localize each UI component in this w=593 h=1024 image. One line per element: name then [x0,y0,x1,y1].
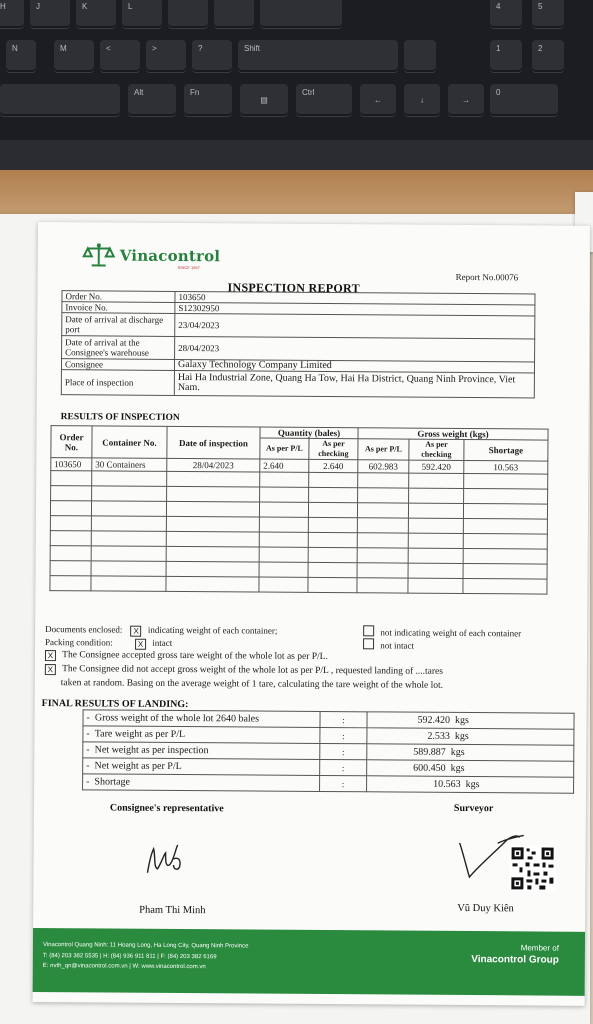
info-label: Order No. [62,291,175,303]
final-label: - Tare weight as per P/L [83,726,320,744]
key-0: 0 [490,84,558,116]
footer-email-web: E: nvth_qn@vinacontrol.com.vn | W: www.vinacontrol.com.vn [42,963,206,971]
logo-since: SINCE 1957 [177,264,200,271]
final-value: 10.563 kgs [367,776,574,793]
accept-text: The Consignee accepted gross tare weight of the whole lot as per P/L. [62,650,328,663]
checkbox-unchecked [363,625,374,636]
footer-member-of: Member of [520,943,559,953]
header-quantity: Quantity (bales) [260,427,358,439]
final-colon: : [320,711,367,727]
info-label: Place of inspection [61,370,174,396]
final-label: - Net weight as per P/L [83,758,320,776]
final-colon: : [320,727,367,743]
documents-enclosed-line [45,624,277,638]
header-qty-pl: As per P/L [260,438,309,459]
key-2: 2 [532,40,564,72]
key-shift: Shift [238,40,398,72]
cell-date: 28/04/2023 [167,458,260,472]
key-l: L [122,0,162,28]
keyboard [0,0,593,178]
info-value: Galaxy Technology Company Limited [174,359,534,373]
cell-shortage: 10.563 [464,460,548,474]
final-colon: : [320,759,367,775]
info-label: Invoice No. [62,302,175,314]
final-label: - Shortage [83,774,320,792]
report-title: INSPECTION REPORT [227,280,360,296]
vinacontrol-logo [82,242,221,273]
documents-not-indicating-line [363,625,521,638]
final-value: 600.450 kgs [367,760,574,777]
key-menu: ▤ [240,84,288,116]
consignee-representative-label: Consignee's representative [109,802,224,815]
cell-container-no: 30 Containers [92,458,167,472]
final-label: - Net weight as per inspection [83,742,320,760]
key-quote [214,0,254,28]
packing-not-intact-line [363,638,414,650]
info-value: 103650 [175,291,535,305]
accept-line [45,650,328,663]
key-ctrl: Ctrl [296,84,352,116]
packing-label: Packing condition: [45,637,113,648]
key-up [404,40,436,72]
final-label: - Gross weight of the whole lot 2640 bales [83,710,320,728]
header-gw-check: As per checking [409,439,464,460]
checkbox-checked: X [45,650,56,661]
info-row [62,336,535,362]
logo-wordmark: Vinacontrol [119,246,221,266]
header-gross-weight: Gross weight (kgs) [358,428,548,440]
checkbox-checked: X [45,664,56,675]
qr-code-icon [509,845,555,891]
key-comma: < [100,40,140,72]
key-space [0,84,120,116]
info-value: 28/04/2023 [175,336,535,362]
key-enter [260,0,342,28]
final-results-table [82,709,575,793]
inspection-report-document [33,222,590,1006]
key-j: J [30,0,70,28]
key-slash: ? [192,40,232,72]
info-value: 23/04/2023 [175,313,535,339]
footer-band [33,928,585,996]
key-n: N [6,40,36,72]
surveyor-name: Vũ Duy Kiên [457,902,514,915]
key-period: > [146,40,186,72]
final-row [83,774,574,793]
empty-row [50,576,547,594]
header-container-no: Container No. [92,426,167,459]
checkbox-checked: X [131,626,142,637]
info-label: Consignee [61,359,174,371]
packing-condition-line [45,637,172,650]
not-accept-text: The Consignee did not accept gross weight of the whole lot as per P/L , requested landing of ....tares [62,664,443,677]
consignee-signature [143,839,191,879]
checkbox-checked: X [135,639,146,650]
key-down: ↓ [404,84,440,116]
header-shortage: Shortage [464,439,548,461]
key-m: M [54,40,94,72]
key-5: 5 [532,0,564,28]
key-alt: Alt [128,84,176,116]
info-value: S12302950 [175,302,535,316]
packing-not-intact: not intact [380,640,415,651]
key-1: 1 [490,40,522,72]
final-value: 2.533 kgs [367,728,574,745]
results-title: RESULTS OF INSPECTION [60,412,180,423]
final-value: 589.887 kgs [367,744,574,761]
surveyor-label: Surveyor [453,802,494,815]
key-k: K [76,0,116,28]
results-table [49,425,548,594]
documents-unchecked-option: not indicating weight of each container [380,627,522,639]
documents-enclosed-label: Documents enclosed: [45,624,123,635]
cell-qty-check: 2.640 [309,459,358,472]
final-results-title: FINAL RESULTS OF LANDING: [41,698,189,711]
header-gw-pl: As per P/L [358,439,409,460]
header-order-no: Order No. [51,426,92,458]
documents-enclosed-option: indicating weight of each container; [147,624,278,636]
scales-icon [82,242,116,268]
key-h: H [0,0,24,28]
packing-intact: intact [152,637,173,648]
cell-gw-pl: 602.983 [358,460,409,473]
key-4: 4 [490,0,522,28]
header-qty-check: As per checking [309,438,358,459]
not-accept-line-2: taken at random. Basing on the average weight of 1 tare, calculating the tare weight of the whole lot. [60,678,444,691]
key-fn: Fn [184,84,232,116]
report-number: Report No.00076 [455,271,519,283]
info-row [62,313,535,339]
key-semicolon [168,0,208,28]
info-row [61,370,534,398]
header-date: Date of inspection [167,426,260,459]
key-left: ← [360,84,396,116]
info-table [61,290,536,398]
final-value: 592.420 kgs [367,712,574,729]
final-colon: : [320,743,367,759]
footer-group-name: Vinacontrol Group [471,954,559,966]
info-label: Date of arrival at the Consignee's warehouse [62,336,175,360]
info-value: Hai Ha Industrial Zone, Quang Ha Tow, Hai Ha District, Quang Ninh Province, Viet Nam. [174,370,534,398]
checkbox-unchecked [363,638,374,649]
not-accept-line [45,664,443,678]
cell-gw-check: 592.420 [409,460,464,473]
final-colon: : [320,775,367,791]
info-label: Date of arrival at discharge port [62,313,175,337]
consignee-name: Pham Thi Minh [139,904,206,917]
key-right: → [448,84,484,116]
footer-address: Vinacontrol Quang Ninh: 11 Hoang Long, Ha Long City, Quang Ninh Province [42,942,249,950]
cell-qty-pl: 2.640 [260,459,309,472]
cell-order-no: 103650 [51,458,92,471]
footer-phones: T: (84) 203 382 5535 | H: (84) 936 911 811 | F: (84) 203 382 6169 [42,953,217,961]
